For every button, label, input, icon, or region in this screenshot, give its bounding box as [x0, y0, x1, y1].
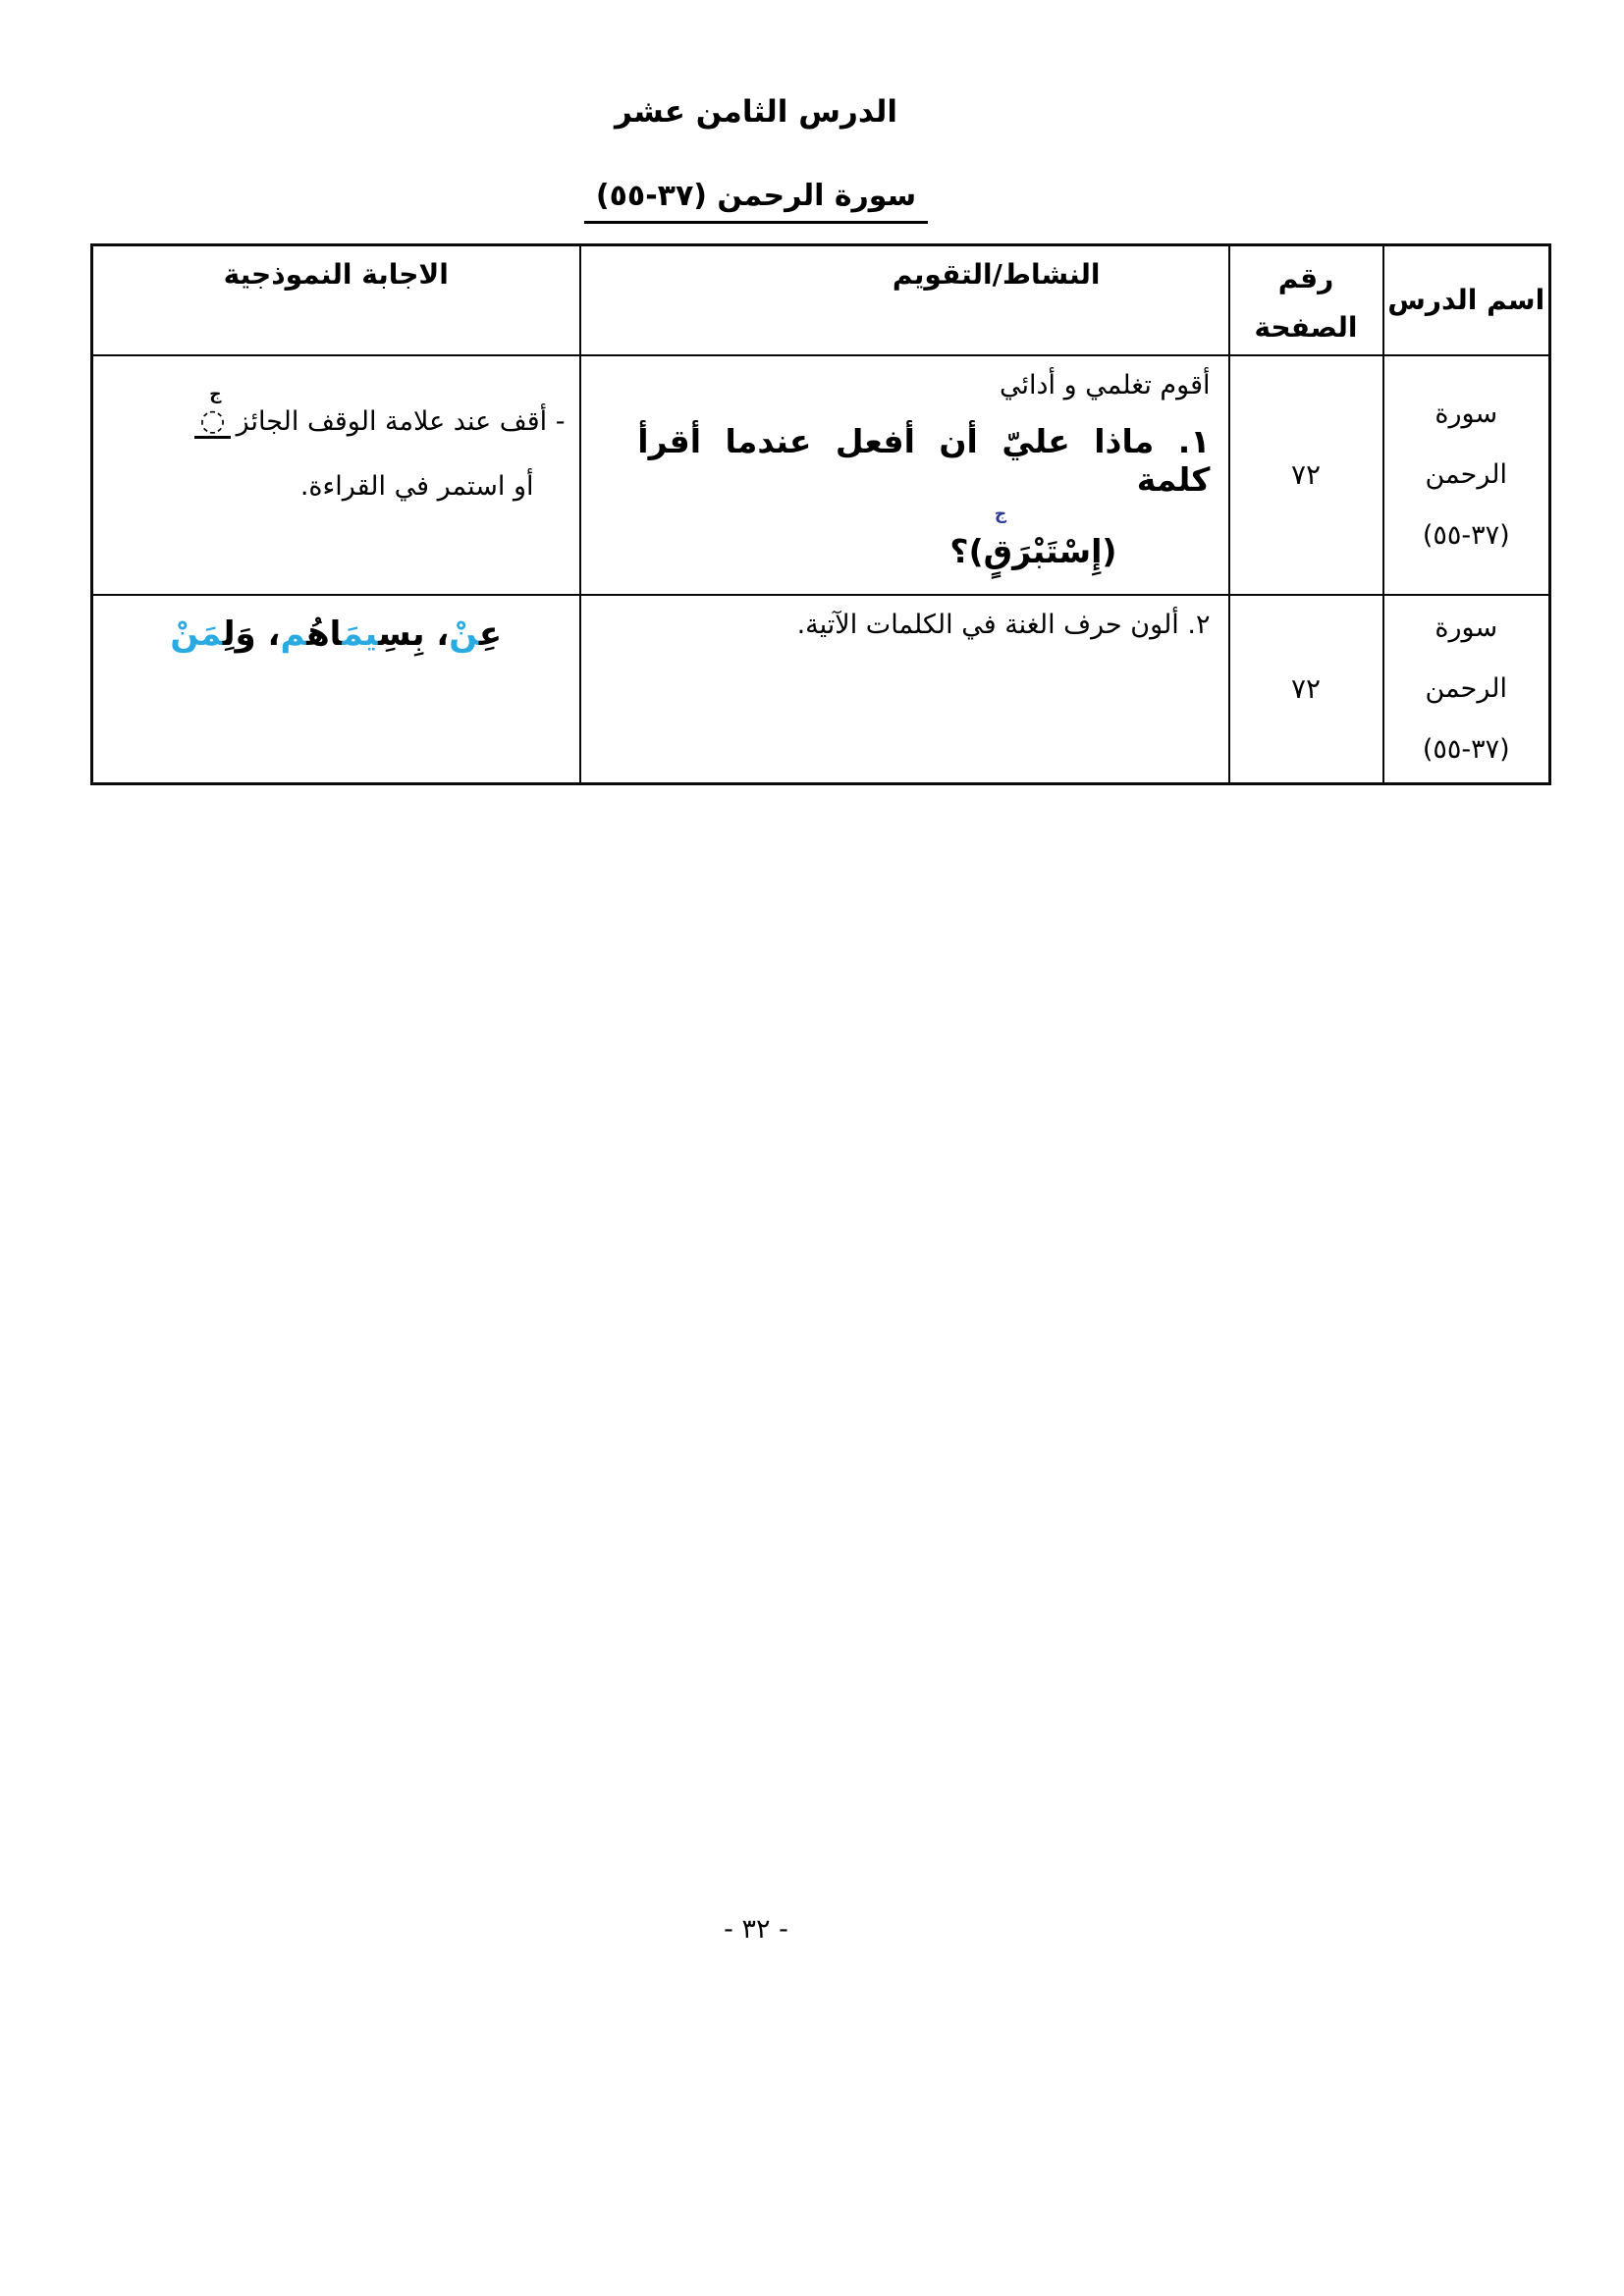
ghunnah-part-highlight: ‍مَنْ	[170, 614, 223, 654]
row2-lesson-line1: سورة	[1435, 612, 1498, 643]
ghunnah-part: عِ‍	[478, 614, 503, 654]
page-title: الدرس الثامن عشر	[614, 94, 898, 130]
row1-answer	[92, 355, 580, 595]
header-page-line2: الصفحة	[1254, 311, 1358, 344]
row2-lesson-line3: (٣٧-٥٥)	[1422, 733, 1510, 765]
ghunnah-part: ‍اهُ‍	[306, 614, 343, 654]
row2-page-number: ٧٢	[1229, 595, 1383, 784]
header-cell-activity: النشاط/التقويم	[580, 245, 1229, 355]
row2-lesson-line2: الرحمن	[1425, 672, 1507, 704]
row1-page-number: ٧٢	[1229, 355, 1383, 595]
ghunnah-part-highlight: ‍م	[280, 614, 307, 654]
ghunnah-part: ، بِسِ‍	[378, 614, 450, 654]
row2-lesson-name	[1383, 595, 1550, 784]
qaf-letter: قٍ	[983, 531, 1013, 570]
row2-answer-ghunnah-words	[92, 595, 580, 784]
row1-answer-line2: أو استمر في القراءة.	[299, 470, 534, 502]
row1-lesson-line3: (٣٧-٥٥)	[1422, 519, 1510, 551]
istabraq-close: )؟	[949, 531, 984, 570]
row1-activity-line1: أقوم تغلمي و أدائي	[1000, 369, 1211, 400]
row1-lesson-line2: الرحمن	[1425, 458, 1507, 490]
footer-page-number: - ٣٢ -	[724, 1914, 788, 1945]
row1-answer-line1	[103, 384, 566, 454]
ghunnah-part: ، وَلِ‍	[222, 614, 281, 654]
header-cell-lesson-name: اسم الدرس	[1383, 245, 1550, 355]
small-jeem-above-circle: ج	[209, 384, 222, 404]
dotted-circle-glyph: ◌	[199, 402, 226, 438]
row1-activity	[580, 355, 1229, 595]
subtitle-underlined-text: سورة الرحمن (٣٧-٥٥)	[584, 179, 928, 224]
row1-activity-line2: ١. ماذا عليّ أن أفعل عندما أقرأ كلمة	[637, 421, 1211, 499]
header-row	[92, 245, 1550, 355]
row1-lesson-line1: سورة	[1435, 398, 1498, 429]
row2-activity: ٢. ألون حرف الغنة في الكلمات الآتية.	[580, 595, 1229, 784]
header-cell-answer: الاجابة النموذجية	[92, 245, 580, 355]
small-jeem-waqf-mark: ج	[994, 504, 1007, 524]
waqf-jaiz-sign	[194, 384, 230, 439]
table-row	[92, 595, 1550, 784]
istabraq-open: (إِسْتَبْرَ	[1012, 531, 1117, 570]
header-page-line1: رقم	[1277, 262, 1334, 294]
header-cell-page-number	[1229, 245, 1383, 355]
row1-lesson-name	[1383, 355, 1550, 595]
page-subtitle	[0, 179, 1512, 224]
qaf-with-jeem	[983, 504, 1013, 570]
table-row	[92, 355, 1550, 595]
ghunnah-part-highlight: ‍يمَ‍	[342, 614, 379, 654]
answer-waqf-text: - أقف عند علامة الوقف الجائز	[236, 405, 566, 437]
row1-activity-line3	[599, 504, 1117, 570]
ghunnah-part-highlight: ‍نْ	[449, 614, 479, 654]
lessons-table	[90, 243, 1551, 785]
